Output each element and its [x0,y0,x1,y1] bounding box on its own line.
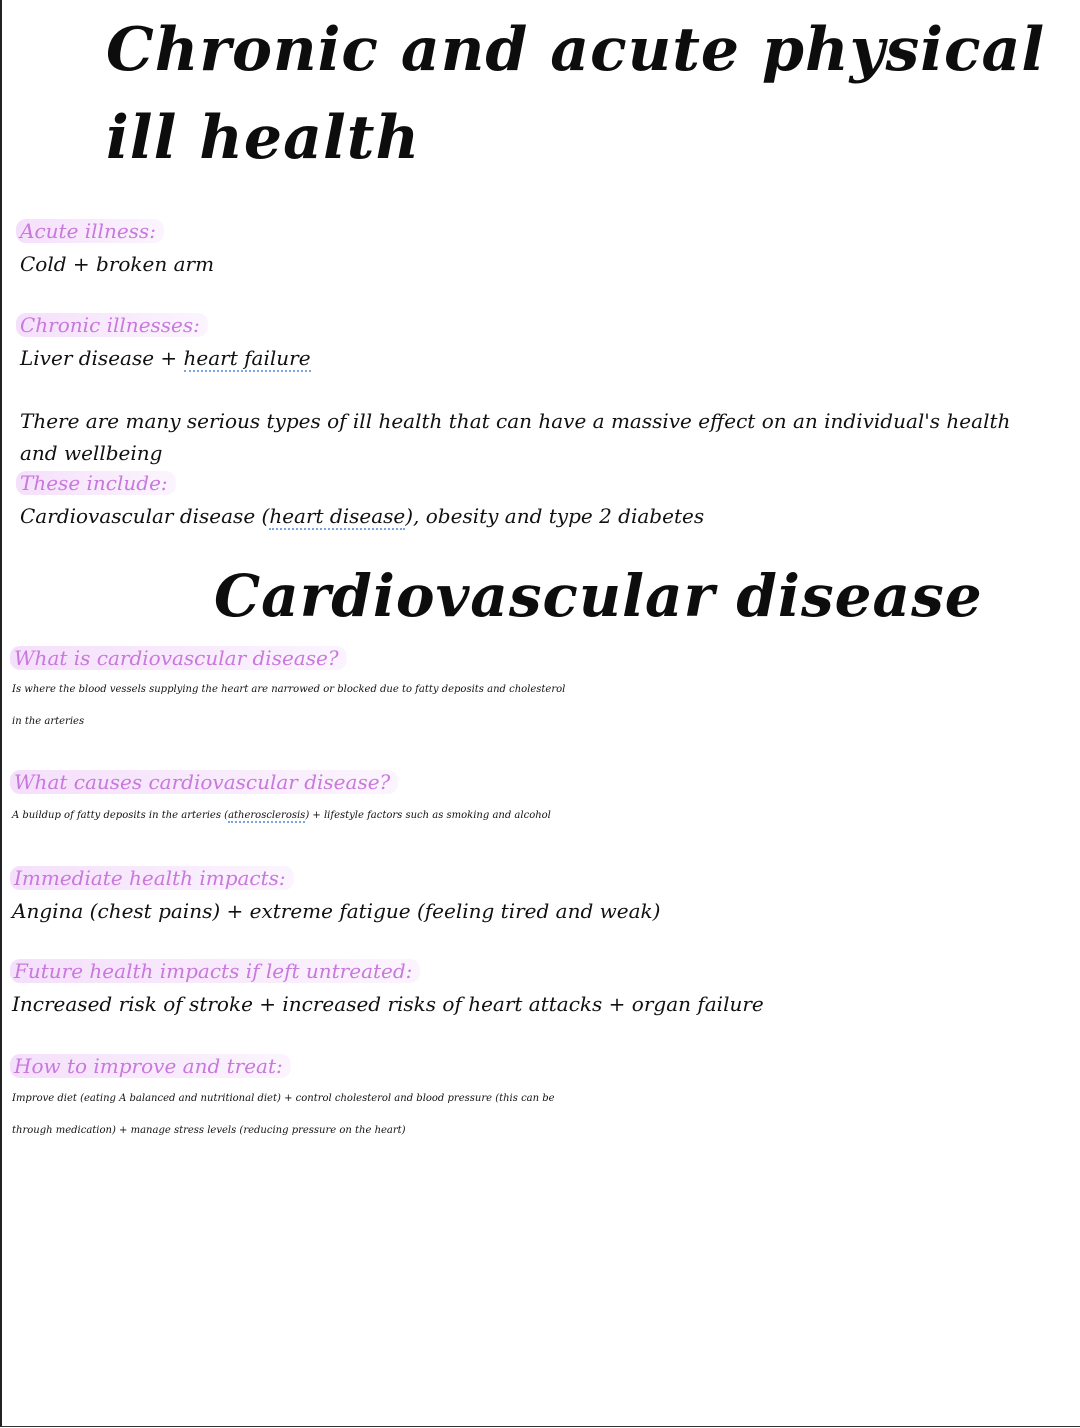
these-include-text [20,500,704,532]
immediate-impacts-text: Angina (chest pains) + extreme fatigue (feeling tired and weak) [12,899,661,923]
section-title-cardiovascular: Cardiovascular disease [214,562,983,630]
chronic-illness-text [20,342,311,374]
chronic-illness-label: Chronic illnesses: [16,313,208,337]
causes-text-a: A buildup of fatty deposits in the arteries ( [12,810,229,821]
what-is-line-2: in the arteries [12,716,85,727]
treat-line-2: through medication) + manage stress levels (reducing pressure on the heart) [12,1125,406,1136]
page-title-line-2: ill health [106,103,421,173]
what-is-text [12,674,1074,738]
immediate-impacts-label: Immediate health impacts: [10,866,294,890]
treat-line-1: Improve diet (eating A balanced and nutritional diet) + control cholesterol and blood pressure (this can be [12,1093,555,1104]
intro-line-1: There are many serious types of ill health that can have a massive effect on an individual's health [20,409,1011,433]
these-include-text-c: ), obesity and type 2 diabetes [405,504,705,528]
these-include-text-a: Cardiovascular disease ( [20,504,270,528]
what-is-label: What is cardiovascular disease? [10,646,347,670]
causes-text-b: atherosclerosis [228,810,306,821]
intro-line-2: and wellbeing [20,441,163,465]
acute-illness-text: Cold + broken arm [20,252,215,276]
causes-text [12,800,1074,832]
future-impacts-label: Future health impacts if left untreated: [10,959,420,983]
what-is-line-1: Is where the blood vessels supplying the heart are narrowed or blocked due to fatty deposits and cholesterol [12,684,566,695]
these-include-text-b: heart disease [269,504,406,528]
these-include-label: These include: [16,471,176,495]
treat-text [12,1083,1074,1147]
causes-text-c: ) + lifestyle factors such as smoking and alcohol [305,810,551,821]
chronic-illness-text-b: heart failure [183,346,311,370]
page-title [106,6,1045,182]
treat-label: How to improve and treat: [10,1054,291,1078]
causes-label: What causes cardiovascular disease? [10,770,398,794]
page-title-line-1: Chronic and acute physical [106,15,1046,85]
future-impacts-text: Increased risk of stroke + increased risks of heart attacks + organ failure [12,992,764,1016]
acute-illness-label: Acute illness: [16,219,164,243]
chronic-illness-text-a: Liver disease + [20,346,184,370]
intro-paragraph [20,405,1060,469]
